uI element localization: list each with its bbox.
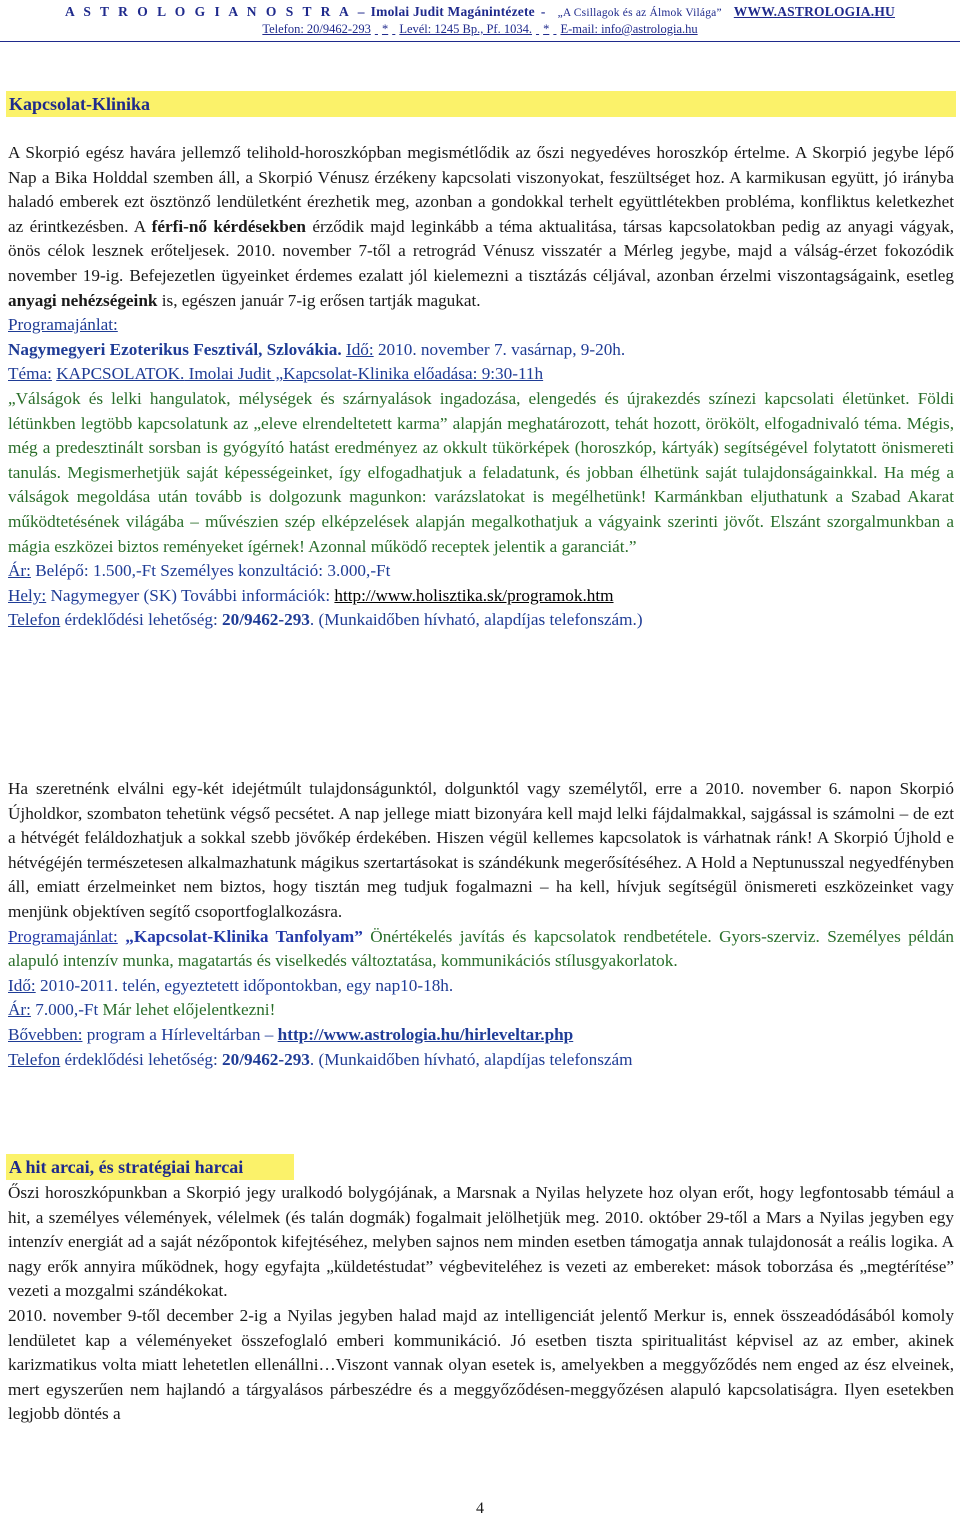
lecture-title: Imolai Judit „Kapcsolat-Klinika előadása: 9:30-11h: [184, 364, 544, 384]
section3-paragraph-2: 2010. november 9-től december 2-ig a Nyilas jegyben halad majd az intelligenciát jelentő Merkur is, ennek összeadódásából komoly lendületet kap a véleményeket összefoglaló emberi kommunikáció. Jó esetben tiszta spiritualitást képvisel az az ember, akinek karizmatikus volta miatt lehetetlen ellenállni…Viszont vannak olyan esetek is, amelyekben a meggyőződés nem enged az ész elveinek, mert egyszerűen nem hajlandó a tárgyalásos párbeszédre és a meggyőződésen-meggyőzésen alapuló kapcsolatiságra. Ilyen esetekben legjobb döntés a: [8, 1305, 954, 1424]
price-label: Ár:: [8, 561, 31, 581]
section-title-kapcsolat-klinika: Kapcsolat-Klinika: [6, 91, 956, 117]
course-title: „Kapcsolat-Klinika Tanfolyam”: [125, 926, 363, 946]
event-line: [8, 338, 954, 363]
header-line-2: [0, 22, 960, 37]
bold-text: férfi-nő kérdésekben: [151, 216, 306, 236]
place-line: [8, 584, 954, 609]
program-link[interactable]: http://www.holisztika.sk/programok.htm: [334, 585, 614, 605]
phone-text: érdeklődési lehetőség:: [60, 610, 223, 630]
bold-text: anyagi nehézségeink: [8, 290, 158, 310]
time-label: Idő:: [8, 975, 36, 995]
more-text: program a Hírleveltárban –: [82, 1024, 278, 1044]
event-title: Nagymegyeri Ezoterikus Fesztivál, Szlovákia.: [8, 339, 342, 359]
phone-label: Telefon: [8, 610, 61, 630]
course-description: Önértékelés javítás és kapcsolatok rendbetétele. Gyors-szerviz. Személyes példán alapuló intenzív munka, magatartás és viselkedés változtatása, kommunikációs stílusgyakorlatok.: [8, 926, 955, 971]
time-value: 2010. november 7. vasárnap, 9-20h.: [373, 339, 626, 359]
price-value: Belépő: 1.500,-Ft Személyes konzultáció: 3.000,-Ft: [30, 561, 391, 581]
phone-line: [8, 1048, 954, 1073]
more-line: [8, 1023, 954, 1048]
topic-line: [8, 362, 954, 387]
place-label: Hely:: [8, 585, 47, 605]
preregistration-note: Már lehet előjelentkezni!: [102, 1000, 276, 1020]
phone-label: Telefon: [8, 1049, 61, 1069]
section1-paragraph: [8, 141, 954, 313]
price-label: Ár:: [8, 1000, 31, 1020]
header-line-1: A S T R O L O G I A N O S T R A – Imolai Judit Magánintézete - „A Csillagok és az Álmok Világa” WWW.ASTROLOGIA.HU: [65, 4, 895, 19]
topic-label: Téma:: [8, 364, 52, 384]
page-header: [0, 4, 960, 37]
brand-name: A S T R O L O G I A N O S T R A: [65, 4, 352, 19]
section2-body: [8, 777, 954, 1072]
header-separator: *: [381, 22, 389, 36]
time-line: [8, 974, 954, 999]
header-letter: Levél: 1245 Bp., Pf. 1034.: [399, 22, 532, 36]
time-value: 2010-2011. telén, egyeztetett időpontokban, egy nap10-18h.: [35, 975, 454, 995]
phone-text: érdeklődési lehetőség:: [60, 1049, 223, 1069]
lecture-quote: „Válságok és lelki hangulatok, mélységek és szárnyalások ingadozása, elengedés és újrakezdés színezi kapcsolati életünket. Földi létünkben legtöbb kapcsolatunk az „eleve elrendeltetett karma” alapján meghatározott, tehát hozott, örökölt, elfogadnivaló téma. Mégis, még a predesztinált sorsban is gyógyító hatást eredményez az okkult tükörképek (horoszkóp, kártyák) segítségével folytatott önismereti tanulás. Megismerhetjük saját képességeinket, így elfogadhatjuk a feladatunk, és jobban élhetünk saját tulajdonságainkkal. Ha még a válságok megoldása után tovább is dolgozunk magunkon: varázslatokat is megélhetünk! Karmánkban eljuthatunk a Szabad Akarat működtetésének világába – művészien szép elképzelések alapján megalkothatjuk a vágyaink szerinti jövőt. Elszánt szorgalmunkban a mágia eszközei biztos reményeket ígérnek! Azonnal működő receptek jelentik a garanciát.”: [8, 388, 954, 556]
phone-number: 20/9462-293: [222, 1049, 310, 1069]
page-number: 4: [476, 1500, 484, 1517]
phone-note: . (Munkaidőben hívható, alapdíjas telefonszám: [309, 1049, 633, 1069]
section-title-hit-arcai: A hit arcai, és stratégiai harcai: [6, 1154, 294, 1180]
section2-paragraph: Ha szeretnénk elválni egy-két idejétmúlt tulajdonságunktól, dolgunktól vagy személytől, erre a 2010. november 6. napon Skorpió Újholdkor, szombaton tehetünk végső pecsétet. A nap jellege miatt bizonyára kell majd lelki fájdalmakkal, sajgással is számolni – de ezt a hétvégét feláldozhatjuk a sokkal szebb jövőkép érdekében. Hiszen végül kellemes kapcsolatok is várhatnak ránk! A Skorpió Újhold e hétvégéjén természetesen alkalmazhatunk mágikus szertartásokat is szándékunk megerősítéséhez. A Hold a Neptunusszal negyedfényben áll, emiatt érzelmeinket nem biztos, hogy tisztán meg tudjuk fogalmazni – ha kell, hívjuk segítségül önismereti eszközeinket vagy menjünk objektíven segítő csoportfoglalkozásra.: [8, 779, 954, 921]
phone-line: [8, 608, 954, 633]
more-label: Bővebben:: [8, 1024, 83, 1044]
place-value: Nagymegyer (SK) További információk:: [46, 585, 335, 605]
tagline: „A Csillagok és az Álmok Világa”: [557, 7, 722, 19]
program-label: Programajánlat:: [8, 315, 118, 335]
phone-note: . (Munkaidőben hívható, alapdíjas telefonszám.): [309, 610, 643, 630]
price-value: 7.000,-Ft: [30, 1000, 103, 1020]
time-label: Idő:: [345, 339, 374, 359]
header-separator: *: [543, 22, 550, 36]
program-label: Programajánlat:: [8, 926, 118, 946]
text-run: érződik majd leginkább a téma aktualitása, társas kapcsolatokban pedig az anyagi vágyak, önös célok lesznek erőteljesek. 2010. november 7-től a retrográd Vénusz visszatér a Mérleg jegybe, majd a válság-érzet fokozódik november 19-ig. Befejezetlen ügyeinket érdemes ezalatt jól kielemezni a tisztázás céljával, azonban érzelmi viszontagságaink, esetleg: [8, 216, 954, 285]
header-phone: Telefon: 20/9462-293: [262, 22, 371, 36]
newsletter-archive-link[interactable]: http://www.astrologia.hu/hirleveltar.php: [277, 1024, 574, 1044]
text-run: is, egészen január 7-ig erősen tartják magukat.: [157, 290, 481, 310]
header-email[interactable]: E-mail: info@astrologia.hu: [560, 22, 698, 36]
owner-name: Imolai Judit Magánintézete: [370, 4, 535, 19]
price-line: [8, 998, 954, 1023]
section3-paragraph-1: Őszi horoszkópunkban a Skorpió jegy uralkodó bolygójának, a Marsnak a Nyilas helyzete hoz olyan erőt, hogy legfontosabb témául a hit, a személyes vélemények, vélelmek (és talán dogmák) fogalmait jelölhetjük meg. 2010. október 29-től a Mars a Nyilas jegyben egy intenzív energiát ad a saját nézőpontok kifejtéséhez, melyben sajnos nem minden esetben támogatja annak tulajdonosát a reális logika. A nagy erők annyira működnek, hogy egyfajta „küldetéstudat” végbeviteléhez is vezeti az embereket: mások toborzása és „megtérítése” vezeti a mozgalmi szándékokat.: [8, 1183, 954, 1301]
price-line: [8, 559, 954, 584]
header-divider: [0, 41, 960, 42]
text-run: A Skorpió egész havára jellemző telihold-horoszkópban megismétlődik az őszi negyedéves horoszkóp értelme. A Skorpió jegybe lépő Nap a Bika Holddal szemben áll, a Skorpió Vénusz érzékeny kapcsolati viszonyokat, feszültséget hoz. A karmikusan együtt, jó irányba haladó emberek ezt ösztönző lendületként érezhetik meg, azonban a gondokkal terhelt együttlétekben probléma, konfliktus keletkezhet az érintkezésben. A: [8, 143, 954, 236]
section3-body: [8, 1181, 954, 1427]
section1-body: [8, 141, 954, 633]
topic-value: KAPCSOLATOK.: [56, 364, 185, 384]
website-link[interactable]: WWW.ASTROLOGIA.HU: [733, 4, 895, 19]
course-paragraph: [8, 925, 954, 974]
phone-number: 20/9462-293: [222, 610, 310, 630]
